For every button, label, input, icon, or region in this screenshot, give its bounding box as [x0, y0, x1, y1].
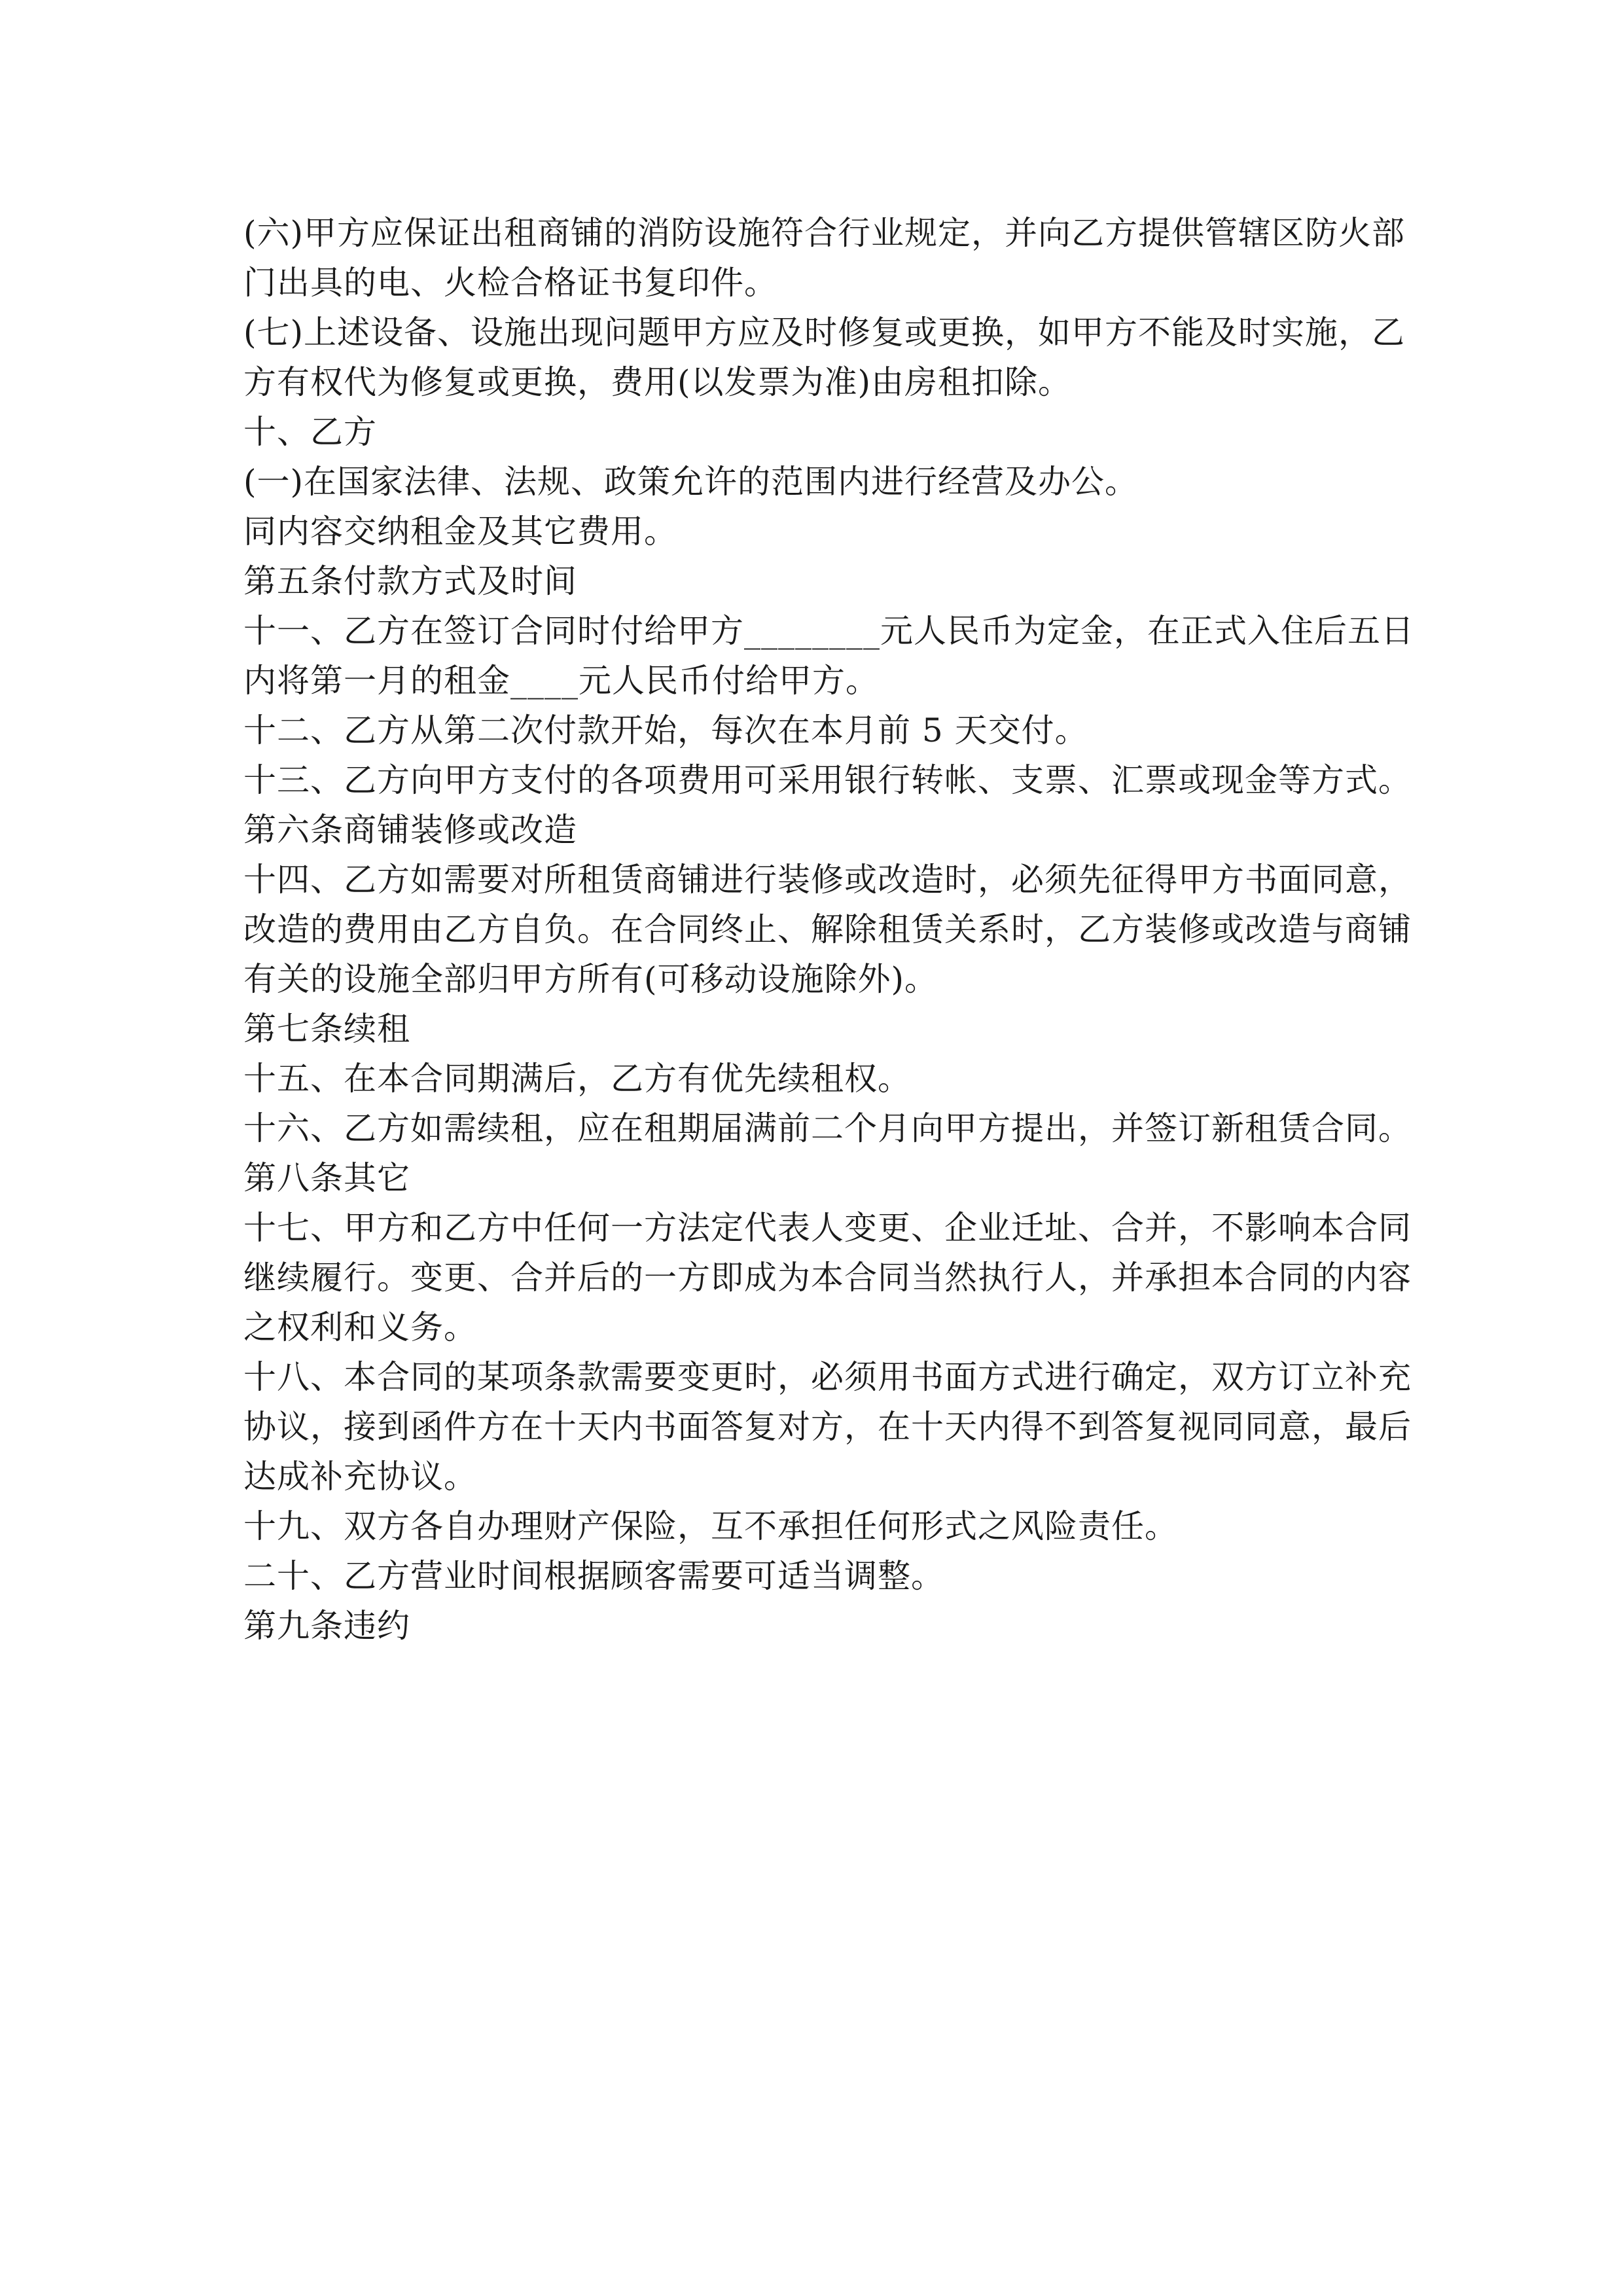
paragraph-line: 改造的费用由乙方自负。在合同终止、解除租赁关系时，乙方装修或改造与商铺: [243, 910, 1412, 948]
paragraph-line: 方有权代为修复或更换，费用(以发票为准)由房租扣除。: [243, 363, 1072, 401]
paragraph-line: 内将第一月的租金____元人民币付给甲方。: [243, 662, 879, 700]
paragraph-line: 十四、乙方如需要对所租赁商铺进行装修或改造时，必须先征得甲方书面同意，: [243, 861, 1412, 899]
paragraph-line: 有关的设施全部归甲方所有(可移动设施除外)。: [243, 960, 938, 998]
paragraph-line: 二十、乙方营业时间根据顾客需要可适当调整。: [243, 1557, 944, 1595]
paragraph-line: 同内容交纳租金及其它费用。: [243, 512, 677, 550]
paragraph-line: 十五、在本合同期满后，乙方有优先续租权。: [243, 1060, 911, 1098]
article-heading: 第六条商铺装修或改造: [243, 811, 577, 849]
paragraph-line: 协议，接到函件方在十天内书面答复对方，在十天内得不到答复视同同意，最后: [243, 1408, 1412, 1446]
paragraph-line: 之权利和义务。: [243, 1308, 477, 1346]
paragraph-line: 门出具的电、火检合格证书复印件。: [243, 264, 777, 302]
article-heading: 第八条其它: [243, 1159, 410, 1197]
paragraph-line: (一)在国家法律、法规、政策允许的范围内进行经营及办公。: [243, 463, 1139, 501]
paragraph-line: 达成补充协议。: [243, 1458, 477, 1496]
paragraph-line: 十一、乙方在签订合同时付给甲方________元人民币为定金，在正式入住后五日: [243, 612, 1414, 650]
document-body: [243, 208, 1414, 1651]
paragraph-line: 十八、本合同的某项条款需要变更时，必须用书面方式进行确定，双方订立补充: [243, 1358, 1412, 1396]
article-heading: 第九条违约: [243, 1607, 410, 1645]
section-heading: 十、乙方: [243, 413, 377, 451]
paragraph-line: 十九、双方各自办理财产保险，互不承担任何形式之风险责任。: [243, 1507, 1178, 1545]
article-heading: 第五条付款方式及时间: [243, 562, 577, 600]
paragraph-line: 继续履行。变更、合并后的一方即成为本合同当然执行人，并承担本合同的内容: [243, 1259, 1412, 1297]
paragraph-line: 十七、甲方和乙方中任何一方法定代表人变更、企业迁址、合并，不影响本合同: [243, 1209, 1412, 1247]
paragraph-line: 十二、乙方从第二次付款开始，每次在本月前 5 天交付。: [243, 711, 1088, 749]
article-heading: 第七条续租: [243, 1010, 410, 1048]
paragraph-line: 十六、乙方如需续租，应在租期届满前二个月向甲方提出，并签订新租赁合同。: [243, 1109, 1412, 1147]
paragraph-line: 十三、乙方向甲方支付的各项费用可采用银行转帐、支票、汇票或现金等方式。: [243, 761, 1412, 799]
paragraph-line: (七)上述设备、设施出现问题甲方应及时修复或更换，如甲方不能及时实施，乙: [243, 314, 1406, 351]
paragraph-line: (六)甲方应保证出租商铺的消防设施符合行业规定，并向乙方提供管辖区防火部: [243, 214, 1406, 252]
